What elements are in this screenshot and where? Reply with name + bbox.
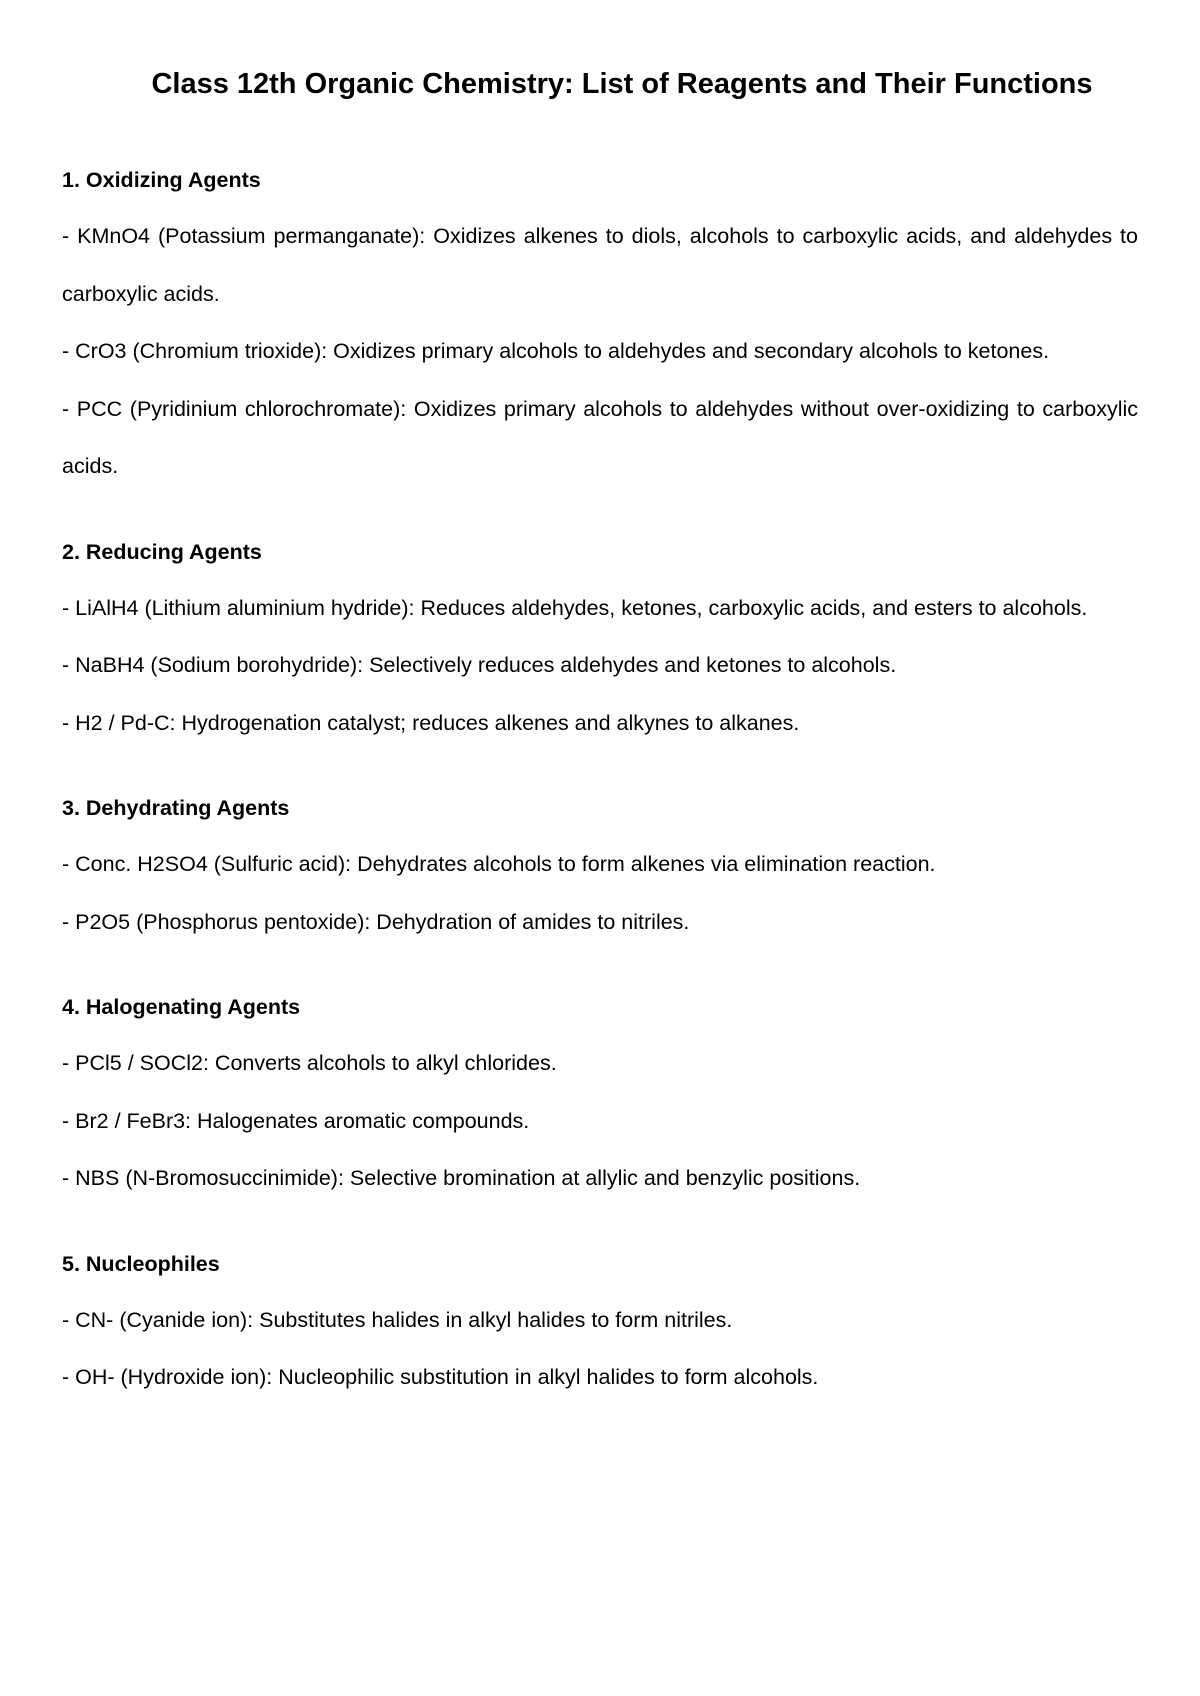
reagent-item: - P2O5 (Phosphorus pentoxide): Dehydration of amides to nitriles. <box>62 909 690 934</box>
reagent-item: - PCl5 / SOCl2: Converts alcohols to alkyl chlorides. <box>62 1051 557 1075</box>
reagent-item: - Br2 / FeBr3: Halogenates aromatic compounds. <box>62 1108 530 1133</box>
reagent-item: - PCC (Pyridinium chlorochromate): Oxidizes primary alcohols to aldehydes without over-oxidizing to carboxylic acids. <box>62 396 1138 478</box>
reagent-item: - Conc. H2SO4 (Sulfuric acid): Dehydrates alcohols to form alkenes via elimination reaction. <box>62 852 936 876</box>
reagent-item: - CN- (Cyanide ion): Substitutes halides in alkyl halides to form nitriles. <box>62 1307 733 1332</box>
section-heading: 1. Oxidizing Agents <box>62 168 261 192</box>
section-heading: 4. Halogenating Agents <box>62 995 301 1019</box>
section-heading: 2. Reducing Agents <box>62 539 262 564</box>
reagent-item: - NaBH4 (Sodium borohydride): Selectively reduces aldehydes and ketones to alcohols. <box>62 653 897 677</box>
reagent-item: - H2 / Pd-C: Hydrogenation catalyst; reduces alkenes and alkynes to alkanes. <box>62 710 800 735</box>
reagent-item: - OH- (Hydroxide ion): Nucleophilic substitution in alkyl halides to form alcohols. <box>62 1365 819 1389</box>
document-content <box>62 152 1138 1407</box>
reagent-item: - KMnO4 (Potassium permanganate): Oxidizes alkenes to diols, alcohols to carboxylic acids, and aldehydes to carboxylic acids. <box>62 224 1138 306</box>
section-heading: 5. Nucleophiles <box>62 1251 220 1276</box>
section-reducing-agents <box>62 524 1138 753</box>
reagent-item: - LiAlH4 (Lithium aluminium hydride): Reduces aldehydes, ketones, carboxylic acids, and esters to alcohols. <box>62 595 1088 620</box>
section-heading: 3. Dehydrating Agents <box>62 796 290 820</box>
document-title: Class 12th Organic Chemistry: List of Reagents and Their Functions <box>151 68 1093 100</box>
reagent-item: - NBS (N-Bromosuccinimide): Selective bromination at allylic and benzylic positions. <box>62 1166 861 1190</box>
section-oxidizing-agents <box>62 152 1138 496</box>
section-nucleophiles <box>62 1236 1138 1407</box>
reagent-item: - CrO3 (Chromium trioxide): Oxidizes primary alcohols to aldehydes and secondary alcohols to ketones. <box>62 339 1050 363</box>
section-dehydrating-agents <box>62 780 1138 951</box>
section-halogenating-agents <box>62 979 1138 1208</box>
